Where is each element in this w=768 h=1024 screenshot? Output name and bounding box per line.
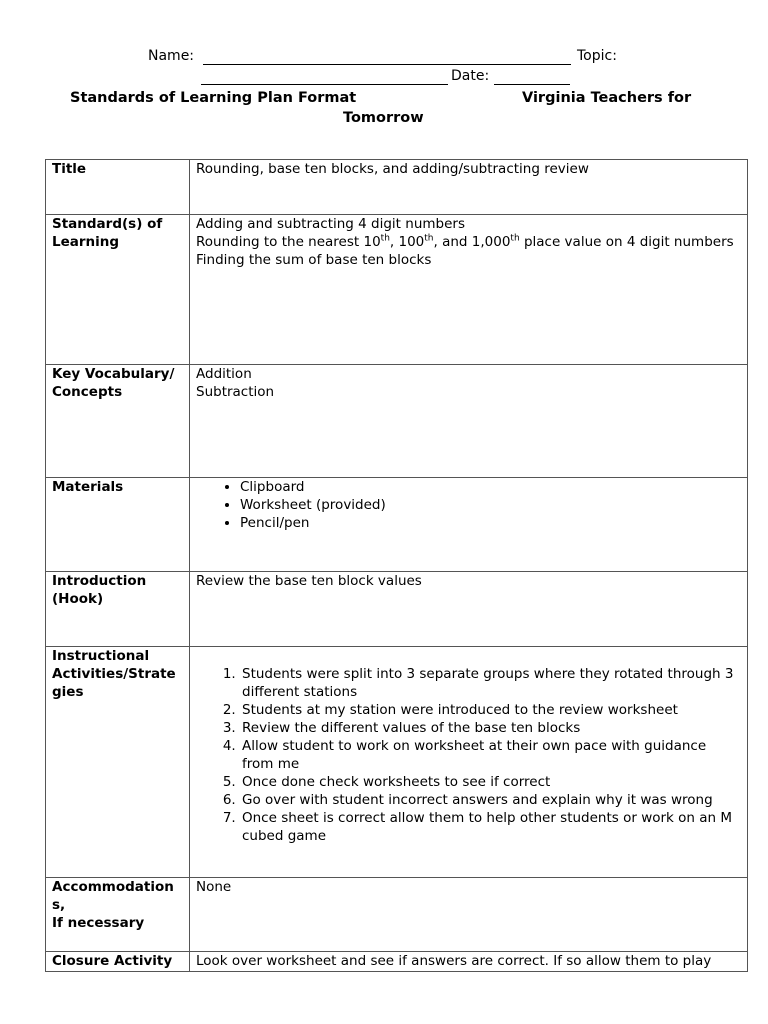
table-row-standards: [46, 215, 748, 365]
table-row-closure: [46, 952, 748, 972]
row-content-accommodations: None: [190, 878, 748, 952]
list-item: • Clipboard: [240, 478, 741, 496]
standard-line-1: Adding and subtracting 4 digit numbers: [196, 216, 465, 232]
standard-line-2: Rounding to the nearest 10th, 100th, and 1,000th place value on 4 digit numbers: [196, 233, 734, 250]
topic-field[interactable]: [201, 70, 448, 85]
list-item: 7. Once sheet is correct allow them to help other students or work on an M cubed game: [240, 809, 741, 845]
standard-line-3: Finding the sum of base ten blocks: [196, 252, 432, 268]
list-item: 2. Students at my station were introduced to the review worksheet: [240, 701, 741, 719]
row-content-materials: [190, 478, 748, 572]
list-item: 1. Students were split into 3 separate groups where they rotated through 3 different stations: [240, 665, 741, 701]
table-row-materials: [46, 478, 748, 572]
list-item: • Worksheet (provided): [240, 496, 741, 514]
row-content-introduction: Review the base ten block values: [190, 572, 748, 647]
row-label-title: Title: [46, 160, 190, 215]
activities-list: [196, 665, 741, 845]
table-row-title: [46, 160, 748, 215]
date-field[interactable]: [494, 70, 570, 85]
row-content-standards: [190, 215, 748, 365]
table-row-vocabulary: [46, 365, 748, 478]
table-row-introduction: [46, 572, 748, 647]
list-item: 3. Review the different values of the base ten blocks: [240, 719, 741, 737]
row-label-closure: Closure Activity: [46, 952, 190, 972]
row-content-closure: Look over worksheet and see if answers are correct. If so allow them to play: [190, 952, 748, 972]
date-label: Date:: [451, 68, 490, 84]
row-label-introduction: Introduction (Hook): [46, 572, 190, 647]
table-row-accommodations: [46, 878, 748, 952]
list-item: • Pencil/pen: [240, 514, 741, 532]
vocab-item: Subtraction: [196, 384, 275, 400]
lesson-plan-table: [45, 159, 748, 972]
row-content-vocabulary: [190, 365, 748, 478]
organization-name: Virginia Teachers for: [522, 90, 692, 106]
document-title: Standards of Learning Plan Format: [70, 90, 357, 106]
table-row-activities: [46, 647, 748, 878]
topic-label: Topic:: [577, 48, 617, 64]
list-item: 5. Once done check worksheets to see if correct: [240, 773, 741, 791]
name-field[interactable]: [203, 50, 571, 65]
row-content-activities: [190, 647, 748, 878]
vocab-item: Addition: [196, 366, 252, 382]
row-label-vocabulary: Key Vocabulary/ Concepts: [46, 365, 190, 478]
list-item: 4. Allow student to work on worksheet at their own pace with guidance from me: [240, 737, 741, 773]
row-label-standards: Standard(s) of Learning: [46, 215, 190, 365]
materials-list: [196, 478, 741, 532]
row-label-accommodations: Accommodation s, If necessary: [46, 878, 190, 952]
list-item: 6. Go over with student incorrect answers and explain why it was wrong: [240, 791, 741, 809]
organization-name-continued: Tomorrow: [343, 110, 424, 126]
row-label-activities: Instructional Activities/Strate gies: [46, 647, 190, 878]
row-label-materials: Materials: [46, 478, 190, 572]
name-label: Name:: [148, 48, 195, 64]
row-content-title: Rounding, base ten blocks, and adding/subtracting review: [190, 160, 748, 215]
